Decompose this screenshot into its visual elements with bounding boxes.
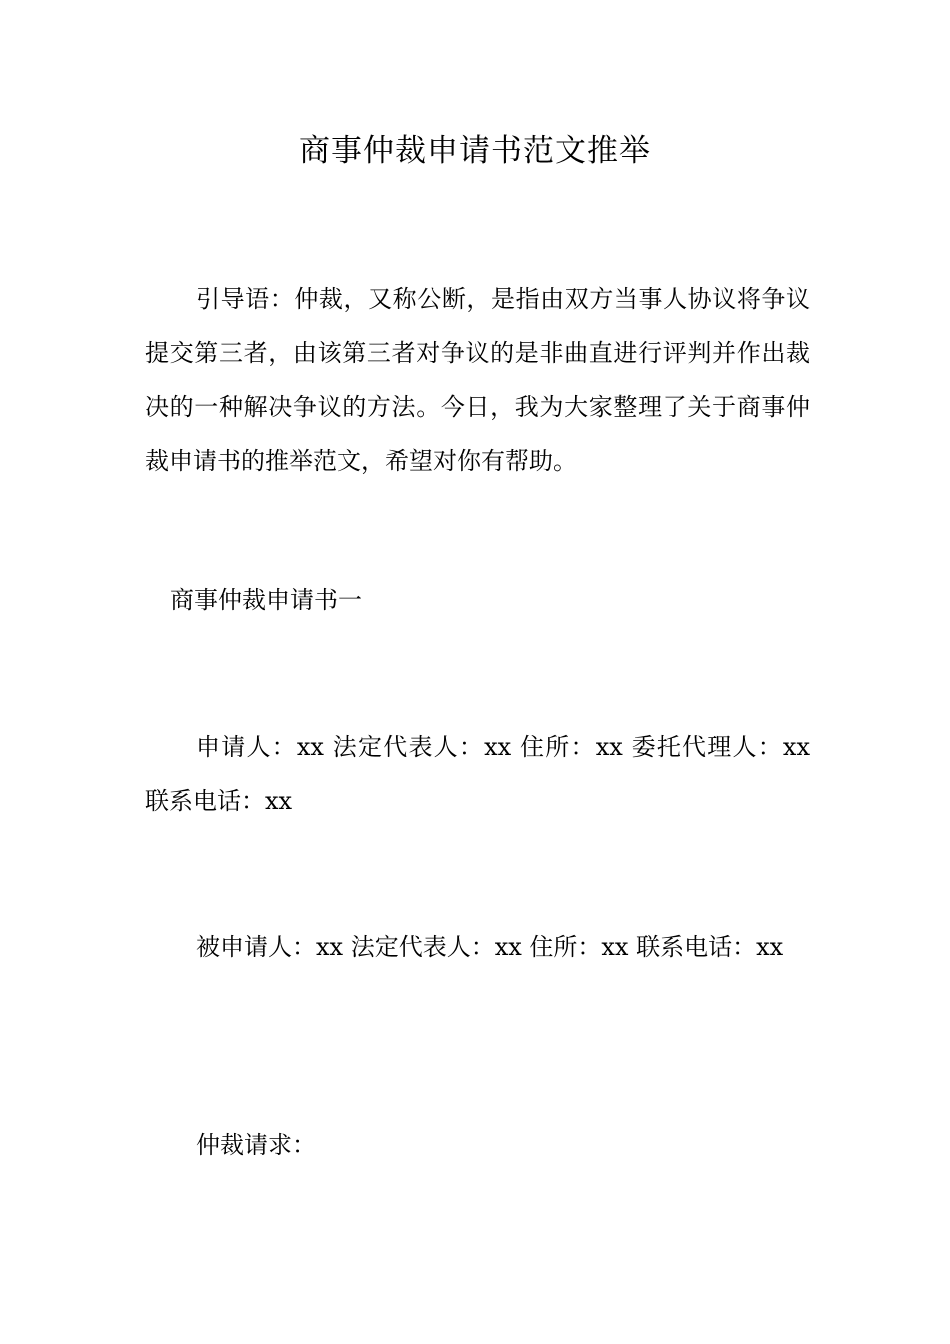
section-heading: 商事仲裁申请书一 <box>170 586 362 614</box>
document-title: 商事仲裁申请书范文推举 <box>299 133 651 169</box>
intro-paragraph: 引导语：仲裁，又称公断，是指由双方当事人协议将争议提交第三者，由该第三者对争议的是非曲直进行评判并作出裁决的一种解决争议的方法。今日，我为大家整理了关于商事仲裁申请书的推举范文，希望对你有帮助。 <box>145 285 810 475</box>
applicant-paragraph: 申请人：xx 法定代表人：xx 住所：xx 委托代理人：xx 联系电话：xx <box>145 733 810 815</box>
claims-label: 仲裁请求： <box>196 1131 316 1159</box>
respondent-paragraph: 被申请人：xx 法定代表人：xx 住所：xx 联系电话：xx <box>196 933 784 961</box>
